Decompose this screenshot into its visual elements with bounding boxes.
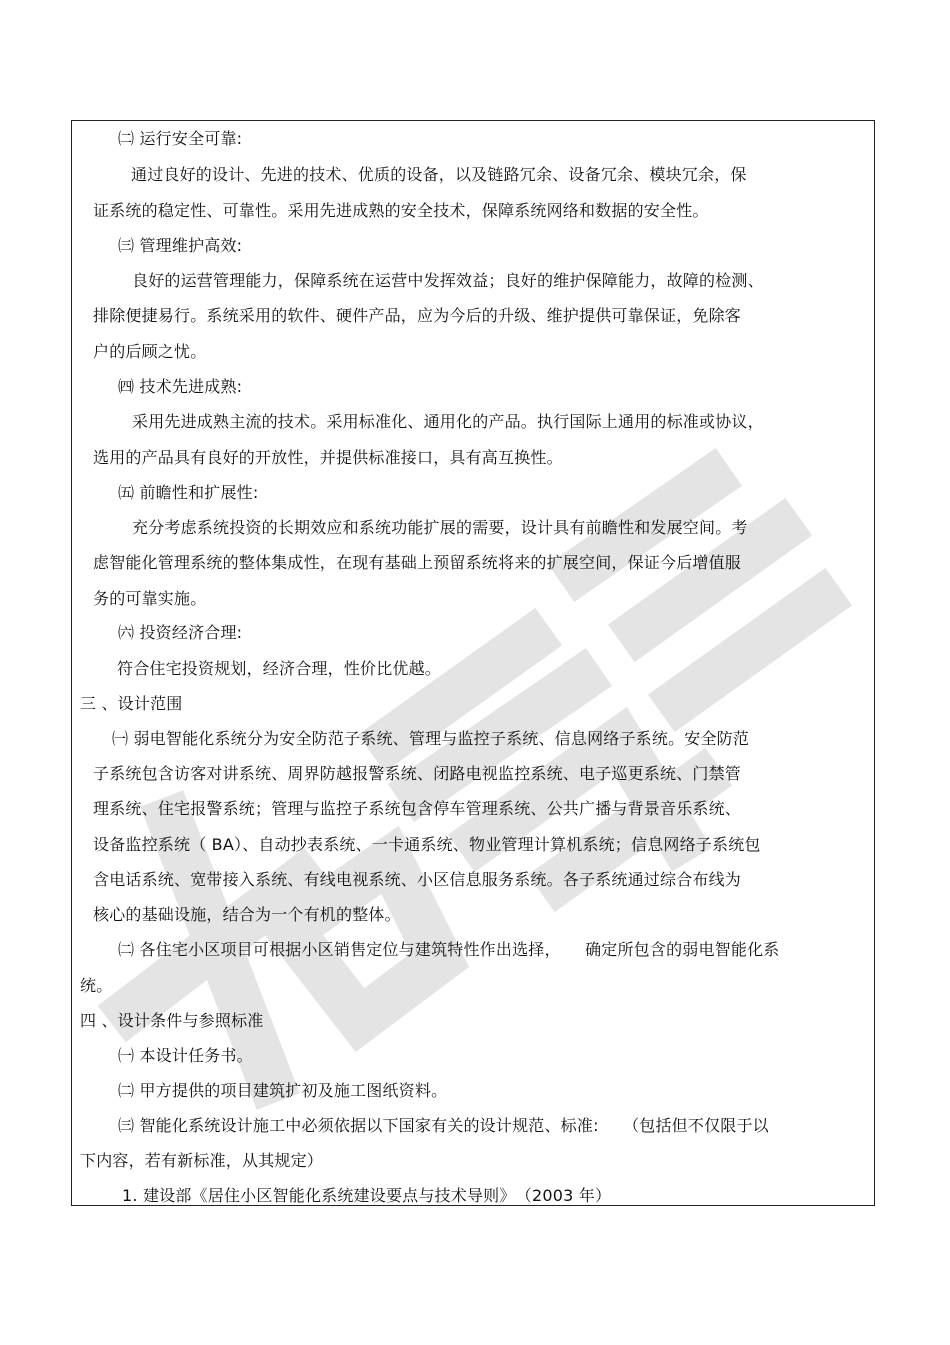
text-line-28: ㈡ 甲方提供的项目建筑扩初及施工图纸资料。 bbox=[118, 1081, 448, 1100]
text-line-27: ㈠ 本设计任务书。 bbox=[118, 1046, 253, 1065]
section-heading-three: 三 、设计范围 bbox=[80, 694, 183, 713]
text-line-21: 设备监控系统（ BA）、自动抄表系统、一卡通系统、物业管理计算机系统；信息网络子系统包 bbox=[93, 835, 761, 854]
text-line-16: 符合住宅投资规划，经济合理，性价比优越。 bbox=[117, 659, 442, 678]
text-line-23: 核心的基础设施，结合为一个有机的整体。 bbox=[93, 905, 401, 924]
text-line-31: 1. 建设部《居住小区智能化系统建设要点与技术导则》 （2003 年） bbox=[122, 1186, 612, 1205]
text-line-03: 证系统的稳定性、可靠性。采用先进成熟的安全技术，保障系统网络和数据的安全性。 bbox=[93, 201, 709, 220]
text-line-22: 含电话系统、宽带接入系统、有线电视系统、小区信息服务系统。各子系统通过综合布线为 bbox=[93, 870, 742, 889]
text-line-19: 子系统包含访客对讲系统、周界防越报警系统、闭路电视监控系统、电子巡更系统、门禁管 bbox=[93, 764, 742, 783]
text-line-24: ㈡ 各住宅小区项目可根据小区销售定位与建筑特性作出选择， 确定所包含的弱电智能化系 bbox=[118, 940, 780, 959]
text-line-04: ㈢ 管理维护高效: bbox=[118, 236, 243, 255]
section-heading-four: 四 、设计条件与参照标准 bbox=[80, 1011, 264, 1030]
text-line-18: ㈠ 弱电智能化系统分为安全防范子系统、管理与监控子系统、信息网络子系统。安全防范 bbox=[112, 729, 750, 748]
text-line-02: 通过良好的设计、先进的技术、优质的设备，以及链路冗余、设备冗余、模块冗余，保 bbox=[131, 165, 747, 184]
text-line-29: ㈢ 智能化系统设计施工中必须依据以下国家有关的设计规范、标准: （包括但不仅限于以 bbox=[118, 1116, 769, 1135]
text-line-09: 采用先进成熟主流的技术。采用标准化、通用化的产品。执行国际上通用的标准或协议， bbox=[132, 412, 764, 431]
text-line-15: ㈥ 投资经济合理: bbox=[118, 623, 243, 642]
text-line-10: 选用的产品具有良好的开放性，并提供标准接口，具有高互换性。 bbox=[93, 448, 563, 467]
text-line-07: 户的后顾之忧。 bbox=[93, 342, 207, 361]
text-line-05: 良好的运营管理能力，保障系统在运营中发挥效益；良好的维护保障能力，故障的检测、 bbox=[132, 271, 764, 290]
text-line-25: 统。 bbox=[80, 976, 113, 995]
text-line-08: ㈣ 技术先进成熟: bbox=[118, 377, 243, 396]
text-line-13: 虑智能化管理系统的整体集成性，在现有基础上预留系统将来的扩展空间，保证今后增值服 bbox=[93, 553, 742, 572]
text-line-14: 务的可靠实施。 bbox=[93, 589, 207, 608]
text-line-11: ㈤ 前瞻性和扩展性: bbox=[118, 483, 259, 502]
text-line-30: 下内容，若有新标准，从其规定） bbox=[80, 1151, 324, 1170]
text-line-20: 理系统、住宅报警系统；管理与监控子系统包含停车管理系统、公共广播与背景音乐系统、 bbox=[93, 799, 742, 818]
text-line-06: 排除便捷易行。系统采用的软件、硬件产品，应为今后的升级、维护提供可靠保证，免除客 bbox=[93, 306, 742, 325]
text-line-01: ㈡ 运行安全可靠: bbox=[118, 129, 243, 148]
text-line-12: 充分考虑系统投资的长期效应和系统功能扩展的需要，设计具有前瞻性和发展空间。考 bbox=[132, 518, 748, 537]
